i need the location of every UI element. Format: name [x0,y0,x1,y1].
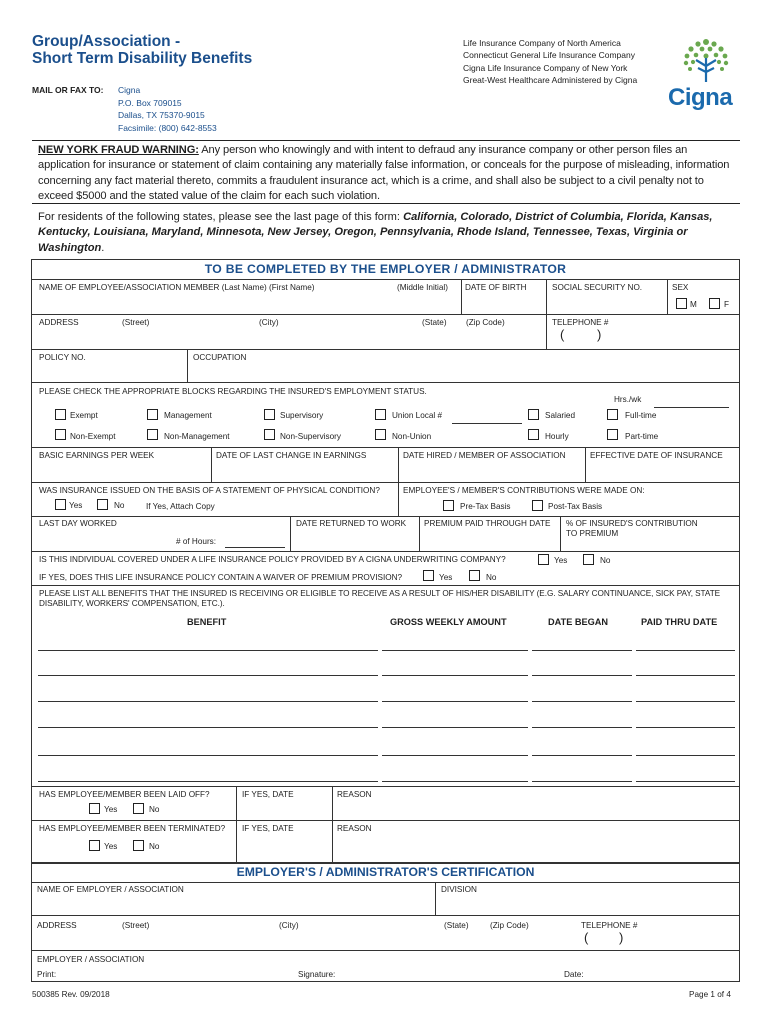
telephone-label: TELEPHONE # [552,318,609,327]
address-label: ADDRESS [39,318,79,327]
laid-off-yes-label: Yes [104,805,118,814]
divider [31,786,740,787]
laid-off-no-label: No [149,805,160,814]
residents-lead: For residents of the following states, please see the last page of this form: [38,211,404,223]
pre-tax-label: Pre-Tax Basis [460,502,511,511]
paid-thru-input[interactable] [636,755,735,756]
pct-contribution-label-2: TO PREMIUM [566,529,619,538]
terminated-no-label: No [149,842,160,851]
paid-thru-input[interactable] [636,701,735,702]
employer-association-label: EMPLOYER / ASSOCIATION [37,955,145,964]
date-began-input[interactable] [532,781,632,782]
pre-tax-checkbox[interactable] [443,500,454,511]
divider [461,279,462,314]
divider [236,786,237,820]
non-union-label: Non-Union [392,432,432,441]
hrs-wk-input[interactable] [654,407,729,408]
laid-off-yes-checkbox[interactable] [89,803,100,814]
attach-copy-label: If Yes, Attach Copy [146,502,215,511]
terminated-yes-checkbox[interactable] [89,840,100,851]
title-line-1: Group/Association - [32,33,181,50]
date-began-input[interactable] [532,727,632,728]
fraud-heading: NEW YORK FRAUD WARNING: [38,144,199,156]
date-began-input[interactable] [532,650,632,651]
residents-notice [38,210,738,256]
date-hired-label: DATE HIRED / MEMBER OF ASSOCIATION [403,451,566,460]
address-line: P.O. Box 709015 [118,97,182,108]
dob-label: DATE OF BIRTH [465,283,527,292]
mailing-address [118,84,217,134]
company-list [463,37,637,87]
cert-telephone-area-close: ) [619,930,624,945]
zip-label: (Zip Code) [466,318,505,327]
employment-status-label: PLEASE CHECK THE APPROPRIATE BLOCKS REGARDING THE INSURED'S EMPLOYMENT STATUS. [39,387,427,396]
gross-amount-input[interactable] [382,675,528,676]
waiver-yes-checkbox[interactable] [423,570,434,581]
divider [211,447,212,482]
laid-off-no-checkbox[interactable] [133,803,144,814]
divider [31,382,740,383]
paid-thru-col-header: PAID THRU DATE [641,617,718,627]
cigna-logo-text: Cigna [668,84,733,111]
hours-label: # of Hours: [176,537,217,546]
exempt-label: Exempt [70,411,98,420]
page-number: Page 1 of 4 [689,990,731,999]
hrs-wk-label: Hrs./wk [614,395,642,404]
laid-off-reason-label: REASON [337,790,372,799]
division-label: DIVISION [441,885,477,894]
premium-paid-label: PREMIUM PAID THROUGH DATE [424,519,551,528]
life-policy-yes-checkbox[interactable] [538,554,549,565]
divider [31,820,740,821]
divider [332,786,333,820]
terminated-no-checkbox[interactable] [133,840,144,851]
benefit-input[interactable] [38,701,378,702]
sex-f-checkbox[interactable] [709,298,720,309]
name-label: NAME OF EMPLOYEE/ASSOCIATION MEMBER (Last Name) (First Name) [39,283,315,292]
telephone-area-close: ) [597,327,602,342]
date-began-input[interactable] [532,701,632,702]
divider [31,482,740,483]
residents-end: . [101,241,105,254]
union-local-checkbox[interactable] [375,409,386,420]
paid-thru-input[interactable] [636,781,735,782]
divider [31,915,740,916]
company-name: Connecticut General Life Insurance Company [463,50,635,61]
address-line: Cigna [118,85,141,95]
laid-off-date-label: IF YES, DATE [242,790,294,799]
post-tax-label: Post-Tax Basis [548,502,603,511]
divider [31,551,740,552]
employer-name-label: NAME OF EMPLOYER / ASSOCIATION [37,885,184,894]
management-label: Management [164,411,212,420]
supervisory-label: Supervisory [280,411,324,420]
divider [236,820,237,864]
benefit-col-header: BENEFIT [187,617,227,627]
management-checkbox[interactable] [147,409,158,420]
fraud-warning-box [32,140,740,204]
print-label: Print: [37,970,57,979]
gross-amount-input[interactable] [382,755,528,756]
gross-amount-input[interactable] [382,781,528,782]
cert-address-label: ADDRESS [37,921,77,930]
terminated-question: HAS EMPLOYEE/MEMBER BEEN TERMINATED? [39,824,226,833]
divider [560,516,561,551]
date-began-input[interactable] [532,675,632,676]
hourly-checkbox[interactable] [528,429,539,440]
divider [31,314,740,315]
terminated-yes-label: Yes [104,842,118,851]
benefits-question: PLEASE LIST ALL BENEFITS THAT THE INSURED IS RECEIVING OR ELIGIBLE TO RECEIVE AS A RESULT OF HIS/HER DISABILITY (E.G. SALARY CONTINUANCE, SICK PAY, STATE DISABILITY, WORKERS' COMPENSATION, ETC.). [39,589,721,608]
part-time-label: Part-time [625,432,659,441]
sex-m-label: M [690,300,697,309]
physical-no-label: No [114,501,125,510]
residents-states: California, Colorado, District of Columbia, Florida, Kansas, Kentucky, Louisiana, Maryland, Minnesota, New Jersey, Oregon, Pennsylvania, Rhode Island, Tennessee, Texas, Virginia or Washington [38,211,713,254]
occupation-label: OCCUPATION [193,353,247,362]
full-time-checkbox[interactable] [607,409,618,420]
cert-telephone-area-open: ( [584,930,589,945]
union-local-input[interactable] [452,423,522,424]
divider [332,820,333,864]
mail-label: MAIL OR FAX TO: [32,85,104,95]
divider [290,516,291,551]
city-label: (City) [259,318,279,327]
effective-date-label: EFFECTIVE DATE OF INSURANCE [590,451,723,460]
non-supervisory-label: Non-Supervisory [280,432,341,441]
sex-label: SEX [672,283,689,292]
cert-street-label: (Street) [122,921,150,930]
part-time-checkbox[interactable] [607,429,618,440]
divider [31,950,740,951]
divider [398,447,399,482]
cert-telephone-label: TELEPHONE # [581,921,638,930]
non-exempt-checkbox[interactable] [55,429,66,440]
waiver-yes-label: Yes [439,573,453,582]
company-name: Great-West Healthcare Administered by Cigna [463,75,638,86]
physical-condition-label: WAS INSURANCE ISSUED ON THE BASIS OF A STATEMENT OF PHYSICAL CONDITION? [39,486,380,495]
sex-f-label: F [724,300,730,309]
physical-yes-label: Yes [69,501,83,510]
title-line-2: Short Term Disability Benefits [32,50,253,67]
certification-heading: EMPLOYER'S / ADMINISTRATOR'S CERTIFICATION [236,865,535,879]
tree-of-life-icon [668,36,744,86]
company-name: Life Insurance Company of North America [463,38,621,48]
date-began-col-header: DATE BEGAN [548,617,609,627]
employer-section-heading: TO BE COMPLETED BY THE EMPLOYER / ADMINISTRATOR [204,262,567,276]
life-policy-no-checkbox[interactable] [583,554,594,565]
life-policy-no-label: No [600,556,611,565]
gross-amount-input[interactable] [382,650,528,651]
fraud-warning [38,143,738,204]
divider [31,516,740,517]
waiver-question: IF YES, DOES THIS LIFE INSURANCE POLICY CONTAIN A WAIVER OF PREMIUM PROVISION? [39,573,403,582]
physical-no-checkbox[interactable] [97,499,108,510]
cert-city-label: (City) [279,921,299,930]
policy-no-label: POLICY NO. [39,353,86,362]
life-policy-question: IS THIS INDIVIDUAL COVERED UNDER A LIFE INSURANCE POLICY PROVIDED BY A CIGNA UNDERWRITING COMPANY? [39,555,506,564]
non-management-label: Non-Management [164,432,230,441]
form-number: 500385 Rev. 09/2018 [32,990,110,999]
gross-weekly-col-header: GROSS WEEKLY AMOUNT [390,617,507,627]
divider [31,585,740,586]
benefit-input[interactable] [38,781,378,782]
address-line: Facsimile: (800) 642-8553 [118,122,217,133]
hourly-label: Hourly [545,432,569,441]
divider [31,279,740,280]
benefit-input[interactable] [38,755,378,756]
non-union-checkbox[interactable] [375,429,386,440]
date-began-input[interactable] [532,755,632,756]
ssn-label: SOCIAL SECURITY NO. [552,283,643,292]
cert-zip-label: (Zip Code) [490,921,529,930]
supervisory-checkbox[interactable] [264,409,275,420]
non-management-checkbox[interactable] [147,429,158,440]
sex-m-checkbox[interactable] [676,298,687,309]
full-time-label: Full-time [625,411,657,420]
pct-contribution-label-1: % OF INSURED'S CONTRIBUTION [566,519,698,528]
physical-yes-checkbox[interactable] [55,499,66,510]
paid-thru-input[interactable] [636,675,735,676]
contributions-label: EMPLOYEE'S / MEMBER'S CONTRIBUTIONS WERE MADE ON: [403,486,645,495]
divider [31,882,740,883]
salaried-label: Salaried [545,411,576,420]
divider [398,482,399,516]
paid-thru-input[interactable] [636,727,735,728]
signature-label: Signature: [298,970,336,979]
gross-amount-input[interactable] [382,727,528,728]
benefit-input[interactable] [38,650,378,651]
laid-off-question: HAS EMPLOYEE/MEMBER BEEN LAID OFF? [39,790,210,799]
form-title [32,33,252,67]
date-label: Date: [564,970,584,979]
terminated-reason-label: REASON [337,824,372,833]
salaried-checkbox[interactable] [528,409,539,420]
divider [419,516,420,551]
paid-thru-input[interactable] [636,650,735,651]
cert-state-label: (State) [444,921,469,930]
date-last-change-label: DATE OF LAST CHANGE IN EARNINGS [216,451,367,460]
address-line: Dallas, TX 75370-9015 [118,110,205,120]
gross-amount-input[interactable] [382,701,528,702]
divider [187,349,188,382]
basic-earnings-label: BASIC EARNINGS PER WEEK [39,451,155,460]
street-label: (Street) [122,318,150,327]
exempt-checkbox[interactable] [55,409,66,420]
date-returned-label: DATE RETURNED TO WORK [296,519,407,528]
life-policy-yes-label: Yes [554,556,568,565]
divider [31,447,740,448]
post-tax-checkbox[interactable] [532,500,543,511]
state-label: (State) [422,318,447,327]
middle-initial-label: (Middle Initial) [397,283,448,292]
hours-input[interactable] [225,547,285,548]
waiver-no-checkbox[interactable] [469,570,480,581]
telephone-area-open: ( [560,327,565,342]
divider [31,349,740,350]
divider [667,279,668,314]
non-supervisory-checkbox[interactable] [264,429,275,440]
benefit-input[interactable] [38,675,378,676]
company-name: Cigna Life Insurance Company of New York [463,62,628,73]
waiver-no-label: No [486,573,497,582]
terminated-date-label: IF YES, DATE [242,824,294,833]
divider [435,882,436,915]
union-local-label: Union Local # [392,411,443,420]
non-exempt-label: Non-Exempt [70,432,116,441]
benefit-input[interactable] [38,727,378,728]
fraud-text: Any person who knowingly and with intent to defraud any insurance company or other person files an application for insurance or statement of claim containing any materially false information, or conceals for the purpose of misleading, information concerning any fact material thereto, commits a fraudulent insurance act, which is a crime, and shall also be subject to a civil penalty not to exceed $5000 and the stated value of the claim for each such violation. [38,144,730,202]
last-day-worked-label: LAST DAY WORKED [39,519,117,528]
divider [585,447,586,482]
